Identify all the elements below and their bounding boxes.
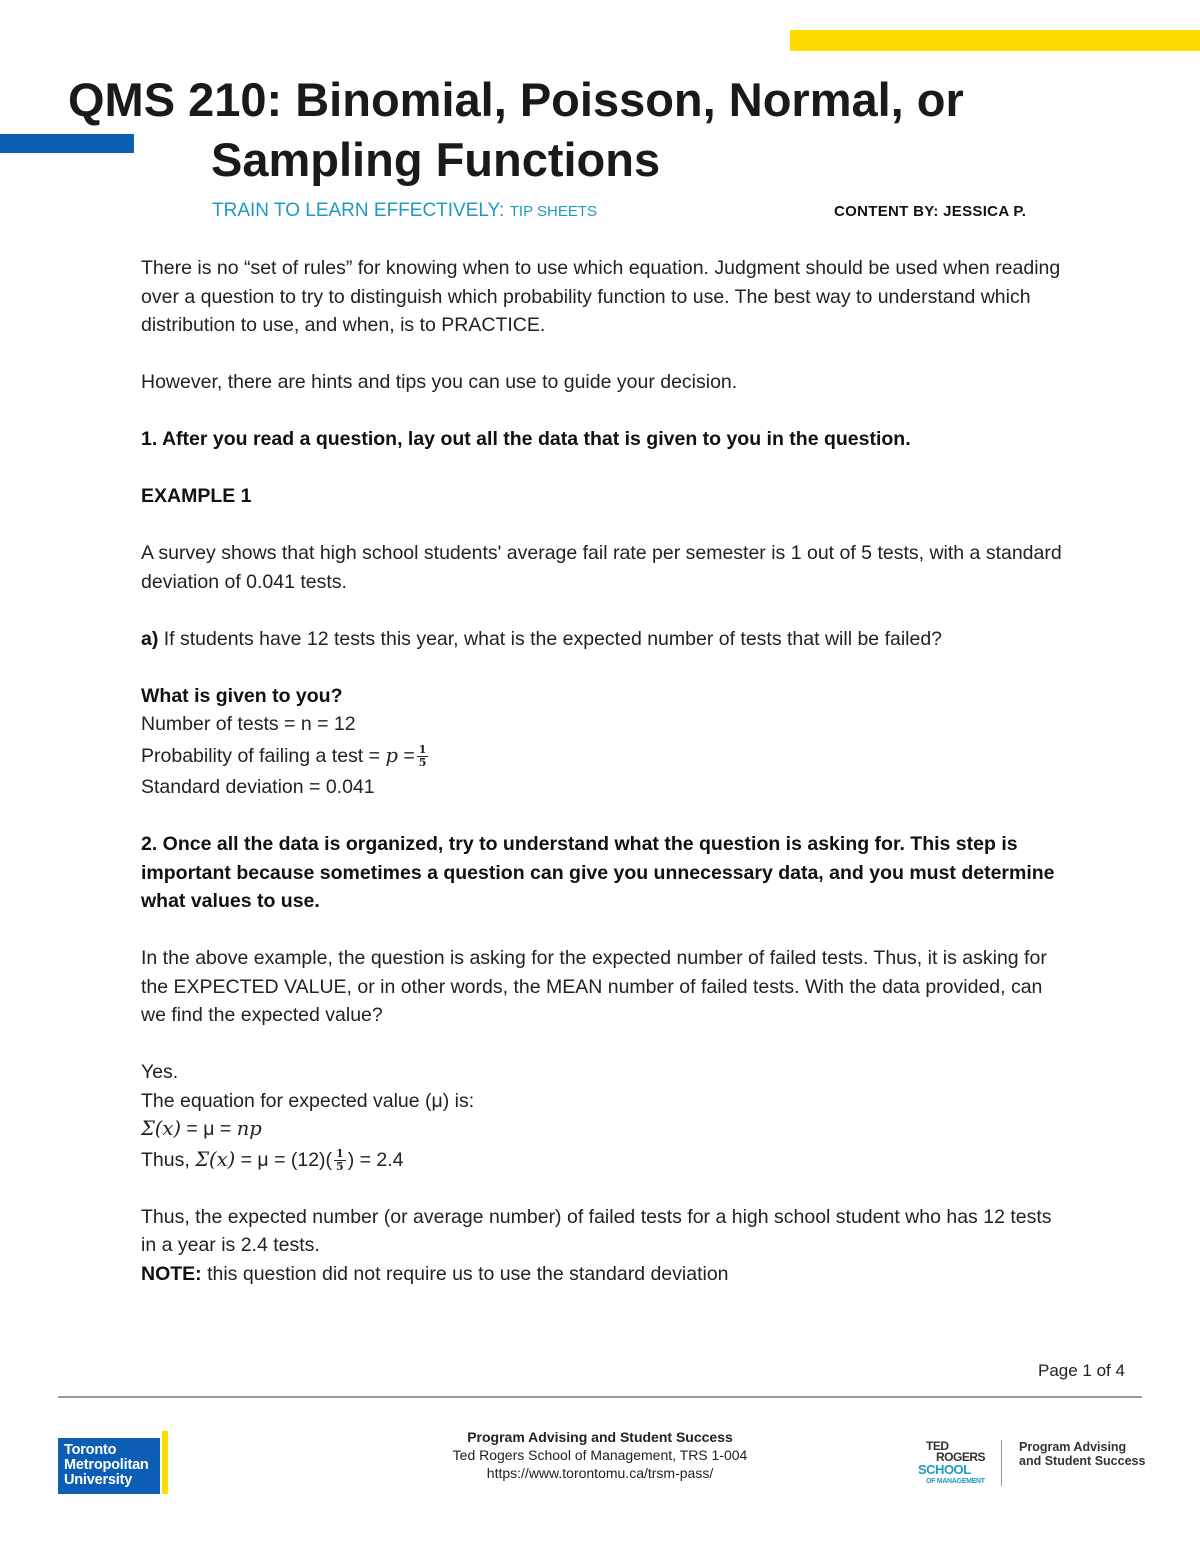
- mu-equals: = μ =: [181, 1118, 237, 1140]
- tmu-line-2: Metropolitan: [64, 1457, 149, 1473]
- note-label: NOTE:: [141, 1262, 202, 1285]
- tmu-line-3: University: [64, 1472, 133, 1488]
- author-credit: [834, 203, 1026, 220]
- note-paragraph: [141, 1260, 1071, 1289]
- p-symbol: 𝑝: [385, 743, 398, 767]
- survey-paragraph: A survey shows that high school students' average fail rate per semester is 1 out of 5 tests, with a standard deviation of 0.041 tests.: [141, 542, 1062, 593]
- page-number: Page 1 of 4: [1038, 1361, 1125, 1380]
- tmu-logo: [58, 1431, 168, 1494]
- pass-logo-line-1: Program Advising: [1019, 1440, 1127, 1454]
- question-a-label: a): [141, 627, 159, 650]
- expected-value-calc: [141, 1146, 1071, 1175]
- given-sd: Standard deviation = 0.041: [141, 776, 375, 798]
- ted-logo-line-3: SCHOOL: [918, 1462, 971, 1477]
- above-example-paragraph: In the above example, the question is asking for the expected number of failed tests. Thus, it is asking for the EXPECTED VALUE, or in other words, the MEAN number of failed tests. With the data provided, can we find the expected value?: [141, 947, 1047, 1026]
- fraction-one-fifth: [417, 744, 429, 769]
- step-2-heading: 2. Once all the data is organized, try to understand what the question is asking for. This step is important because sometimes a question can give you unnecessary data, and you must determine what values to use.: [141, 833, 1055, 912]
- title-line-2: Sampling Functions: [211, 133, 661, 186]
- subtitle: [212, 200, 597, 222]
- calc-middle: = μ = (12)(: [235, 1148, 333, 1171]
- footer-url[interactable]: https://www.torontomu.ca/trsm-pass/: [486, 1465, 714, 1481]
- given-p-label: Probability of failing a test =: [141, 744, 386, 767]
- expected-value-equation: [141, 1115, 1071, 1144]
- fraction-one-fifth-calc: [334, 1148, 346, 1173]
- fraction-numerator: 1: [418, 742, 427, 756]
- ted-logo-line-1: TED: [926, 1439, 949, 1453]
- question-a-text: If students have 12 tests this year, what is the expected number of tests that will be failed?: [158, 627, 943, 650]
- yes-text: Yes.: [141, 1061, 179, 1083]
- yellow-accent-bar: [790, 30, 1200, 51]
- intro-paragraph: There is no “set of rules” for knowing when to use which equation. Judgment should be used when reading over a question to try to distinguish which probability function to use. The best way to understand which distribution to use, and when, is to PRACTICE.: [141, 257, 1061, 336]
- question-a: [141, 625, 1071, 654]
- note-text: this question did not require us to use the standard deviation: [201, 1262, 729, 1285]
- footer-office: Program Advising and Student Success: [467, 1429, 733, 1445]
- author-label: CONTENT BY: [834, 203, 934, 220]
- step-1-heading: 1. After you read a question, lay out all the data that is given to you in the question.: [141, 428, 911, 450]
- author-separator: :: [933, 203, 939, 220]
- fraction-numerator-calc: 1: [336, 1146, 344, 1160]
- footer-contact: [260, 1428, 940, 1482]
- ted-logo-line-4: OF MANAGEMENT: [926, 1478, 985, 1485]
- subtitle-main: TRAIN TO LEARN EFFECTIVELY:: [212, 200, 505, 221]
- pass-logo-line-2: and Student Success: [1019, 1454, 1146, 1468]
- equals-sign: =: [397, 744, 415, 767]
- np-term: 𝑛𝑝: [236, 1117, 262, 1140]
- given-heading: What is given to you?: [141, 684, 343, 707]
- example-heading: EXAMPLE 1: [141, 485, 252, 507]
- tmu-logo-text: [64, 1443, 149, 1488]
- fraction-denominator-calc: 5: [336, 1159, 344, 1173]
- conclusion-paragraph: Thus, the expected number (or average number) of failed tests for a high school student who has 12 tests in a year is 2.4 tests.: [141, 1205, 1052, 1256]
- thus-label: Thus,: [141, 1148, 196, 1171]
- footer-address: Ted Rogers School of Management, TRS 1-004: [452, 1447, 748, 1463]
- footer-divider: [58, 1396, 1142, 1398]
- given-p: [141, 742, 1071, 771]
- page-title: [68, 70, 1128, 190]
- sigma-x-calc: Σ(𝑥): [195, 1147, 236, 1171]
- main-content: [141, 254, 1071, 1288]
- subtitle-tag: TIP SHEETS: [509, 203, 597, 220]
- calc-result: ) = 2.4: [347, 1148, 404, 1171]
- pass-logo: [1019, 1440, 1145, 1468]
- given-n: Number of tests = n = 12: [141, 713, 356, 735]
- author-name: JESSICA P.: [943, 203, 1027, 220]
- equation-intro: The equation for expected value (μ) is:: [141, 1089, 475, 1112]
- hints-paragraph: However, there are hints and tips you can use to guide your decision.: [141, 371, 738, 393]
- ted-logo-line-2: ROGERS: [936, 1450, 986, 1464]
- sigma-x: Σ(𝑥): [141, 1117, 181, 1140]
- tmu-line-1: Toronto: [64, 1442, 117, 1458]
- title-line-1: QMS 210: Binomial, Poisson, Normal, or: [68, 73, 964, 126]
- tmu-logo-accent: [162, 1431, 168, 1494]
- logo-separator: [1001, 1440, 1002, 1486]
- ted-rogers-logo: [918, 1439, 998, 1489]
- fraction-denominator: 5: [418, 755, 427, 769]
